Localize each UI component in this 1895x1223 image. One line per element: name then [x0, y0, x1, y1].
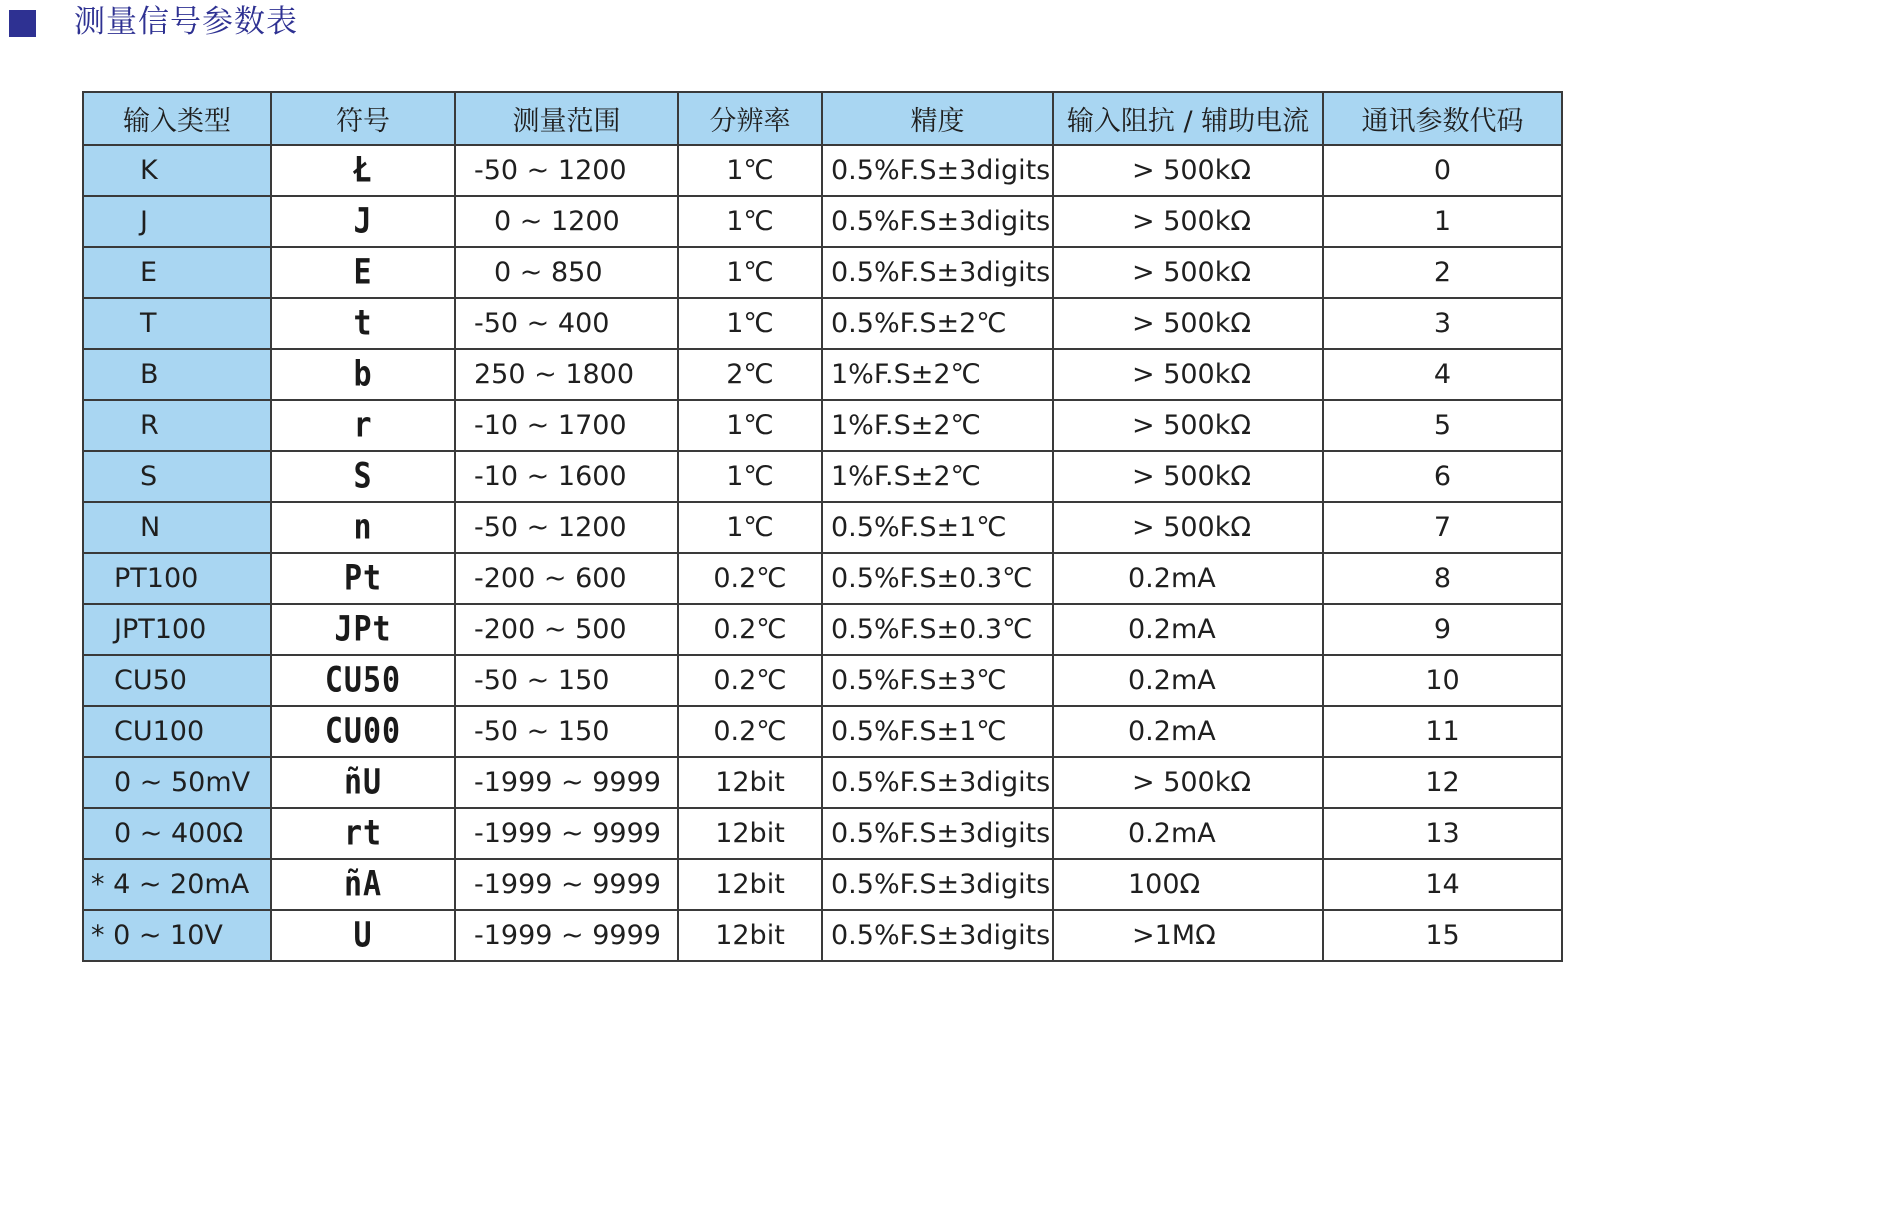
display-symbol-cell — [271, 247, 455, 298]
table-row — [83, 247, 1562, 298]
input-type-cell: S — [83, 451, 271, 502]
range-cell: -200 ~ 500 — [455, 604, 678, 655]
segment-display-symbol: t — [353, 303, 373, 344]
header-input-type: 输入类型 — [83, 92, 271, 145]
display-symbol-cell — [271, 757, 455, 808]
table-row — [83, 655, 1562, 706]
comm-code-cell: 11 — [1323, 706, 1562, 757]
table-row — [83, 502, 1562, 553]
header-impedance: 输入阻抗 / 辅助电流 — [1053, 92, 1323, 145]
range-cell: -1999 ~ 9999 — [455, 757, 678, 808]
resolution-cell: 12bit — [678, 859, 822, 910]
display-symbol-cell — [271, 400, 455, 451]
display-symbol-cell — [271, 706, 455, 757]
table-row — [83, 910, 1562, 961]
resolution-cell: 1℃ — [678, 247, 822, 298]
header-accuracy: 精度 — [822, 92, 1053, 145]
range-cell: -50 ~ 150 — [455, 655, 678, 706]
segment-display-symbol: Ł — [353, 150, 373, 191]
table-row — [83, 196, 1562, 247]
accuracy-cell: 0.5%F.S±1℃ — [822, 706, 1053, 757]
range-cell: 0 ~ 850 — [455, 247, 678, 298]
accuracy-cell: 0.5%F.S±3digits — [822, 247, 1053, 298]
comm-code-cell: 5 — [1323, 400, 1562, 451]
accuracy-cell: 0.5%F.S±3℃ — [822, 655, 1053, 706]
input-type-cell: E — [83, 247, 271, 298]
segment-display-symbol: U — [353, 915, 373, 956]
impedance-cell: 0.2mA — [1053, 706, 1323, 757]
segment-display-symbol: b — [353, 354, 373, 395]
range-cell: -1999 ~ 9999 — [455, 910, 678, 961]
resolution-cell: 0.2℃ — [678, 553, 822, 604]
comm-code-cell: 7 — [1323, 502, 1562, 553]
range-cell: -50 ~ 150 — [455, 706, 678, 757]
segment-display-symbol: JPt — [334, 609, 392, 650]
input-type-cell: T — [83, 298, 271, 349]
impedance-cell: 0.2mA — [1053, 553, 1323, 604]
resolution-cell: 0.2℃ — [678, 604, 822, 655]
comm-code-cell: 13 — [1323, 808, 1562, 859]
segment-display-symbol: r — [353, 405, 373, 446]
impedance-cell: > 500kΩ — [1053, 502, 1323, 553]
header-range: 测量范围 — [455, 92, 678, 145]
impedance-cell: 0.2mA — [1053, 808, 1323, 859]
range-cell: 0 ~ 1200 — [455, 196, 678, 247]
display-symbol-cell — [271, 910, 455, 961]
page-title: 测量信号参数表 — [74, 4, 298, 40]
accuracy-cell: 1%F.S±2℃ — [822, 400, 1053, 451]
input-type-cell: * 4 ~ 20mA — [83, 859, 271, 910]
input-type-cell: J — [83, 196, 271, 247]
segment-display-symbol: E — [353, 252, 373, 293]
accuracy-cell: 0.5%F.S±0.3℃ — [822, 553, 1053, 604]
resolution-cell: 1℃ — [678, 451, 822, 502]
accuracy-cell: 1%F.S±2℃ — [822, 349, 1053, 400]
input-type-cell: R — [83, 400, 271, 451]
parameter-table — [82, 91, 1563, 962]
accuracy-cell: 0.5%F.S±2℃ — [822, 298, 1053, 349]
impedance-cell: > 500kΩ — [1053, 145, 1323, 196]
table-row — [83, 400, 1562, 451]
display-symbol-cell — [271, 349, 455, 400]
display-symbol-cell — [271, 298, 455, 349]
range-cell: -50 ~ 1200 — [455, 502, 678, 553]
comm-code-cell: 15 — [1323, 910, 1562, 961]
title-bullet-icon — [9, 10, 36, 37]
input-type-cell: 0 ~ 400Ω — [83, 808, 271, 859]
impedance-cell: > 500kΩ — [1053, 196, 1323, 247]
input-type-cell: B — [83, 349, 271, 400]
resolution-cell: 1℃ — [678, 400, 822, 451]
display-symbol-cell — [271, 553, 455, 604]
comm-code-cell: 6 — [1323, 451, 1562, 502]
accuracy-cell: 0.5%F.S±3digits — [822, 859, 1053, 910]
segment-display-symbol: CU00 — [324, 711, 402, 752]
impedance-cell: 0.2mA — [1053, 604, 1323, 655]
segment-display-symbol: CU50 — [324, 660, 402, 701]
input-type-cell: 0 ~ 50mV — [83, 757, 271, 808]
table-row — [83, 808, 1562, 859]
impedance-cell: > 500kΩ — [1053, 400, 1323, 451]
display-symbol-cell — [271, 502, 455, 553]
accuracy-cell: 0.5%F.S±1℃ — [822, 502, 1053, 553]
accuracy-cell: 0.5%F.S±3digits — [822, 145, 1053, 196]
header-comm-code: 通讯参数代码 — [1323, 92, 1562, 145]
range-cell: -50 ~ 1200 — [455, 145, 678, 196]
accuracy-cell: 0.5%F.S±3digits — [822, 757, 1053, 808]
table-row — [83, 298, 1562, 349]
impedance-cell: > 500kΩ — [1053, 247, 1323, 298]
impedance-cell: 100Ω — [1053, 859, 1323, 910]
comm-code-cell: 9 — [1323, 604, 1562, 655]
table-row — [83, 349, 1562, 400]
resolution-cell: 12bit — [678, 808, 822, 859]
accuracy-cell: 1%F.S±2℃ — [822, 451, 1053, 502]
resolution-cell: 1℃ — [678, 145, 822, 196]
display-symbol-cell — [271, 859, 455, 910]
display-symbol-cell — [271, 451, 455, 502]
resolution-cell: 1℃ — [678, 298, 822, 349]
comm-code-cell: 12 — [1323, 757, 1562, 808]
input-type-cell: N — [83, 502, 271, 553]
table-row — [83, 757, 1562, 808]
comm-code-cell: 14 — [1323, 859, 1562, 910]
comm-code-cell: 0 — [1323, 145, 1562, 196]
display-symbol-cell — [271, 808, 455, 859]
display-symbol-cell — [271, 196, 455, 247]
accuracy-cell: 0.5%F.S±0.3℃ — [822, 604, 1053, 655]
resolution-cell: 1℃ — [678, 502, 822, 553]
accuracy-cell: 0.5%F.S±3digits — [822, 808, 1053, 859]
table-row — [83, 706, 1562, 757]
comm-code-cell: 2 — [1323, 247, 1562, 298]
impedance-cell: > 500kΩ — [1053, 349, 1323, 400]
segment-display-symbol: J — [353, 201, 373, 242]
table-row — [83, 553, 1562, 604]
comm-code-cell: 8 — [1323, 553, 1562, 604]
header-row — [83, 92, 1562, 145]
range-cell: -10 ~ 1700 — [455, 400, 678, 451]
accuracy-cell: 0.5%F.S±3digits — [822, 910, 1053, 961]
input-type-cell: JPT100 — [83, 604, 271, 655]
resolution-cell: 0.2℃ — [678, 706, 822, 757]
segment-display-symbol: rt — [343, 813, 383, 854]
range-cell: -50 ~ 400 — [455, 298, 678, 349]
impedance-cell: > 500kΩ — [1053, 757, 1323, 808]
segment-display-symbol: ñA — [343, 864, 383, 905]
comm-code-cell: 4 — [1323, 349, 1562, 400]
resolution-cell: 12bit — [678, 910, 822, 961]
accuracy-cell: 0.5%F.S±3digits — [822, 196, 1053, 247]
range-cell: -1999 ~ 9999 — [455, 808, 678, 859]
range-cell: -1999 ~ 9999 — [455, 859, 678, 910]
segment-display-symbol: ñU — [343, 762, 383, 803]
input-type-cell: CU100 — [83, 706, 271, 757]
table-row — [83, 604, 1562, 655]
range-cell: 250 ~ 1800 — [455, 349, 678, 400]
resolution-cell: 0.2℃ — [678, 655, 822, 706]
comm-code-cell: 10 — [1323, 655, 1562, 706]
impedance-cell: > 500kΩ — [1053, 298, 1323, 349]
impedance-cell: >1MΩ — [1053, 910, 1323, 961]
comm-code-cell: 3 — [1323, 298, 1562, 349]
range-cell: -200 ~ 600 — [455, 553, 678, 604]
header-resolution: 分辨率 — [678, 92, 822, 145]
table-row — [83, 859, 1562, 910]
range-cell: -10 ~ 1600 — [455, 451, 678, 502]
input-type-cell: * 0 ~ 10V — [83, 910, 271, 961]
impedance-cell: 0.2mA — [1053, 655, 1323, 706]
comm-code-cell: 1 — [1323, 196, 1562, 247]
resolution-cell: 2℃ — [678, 349, 822, 400]
segment-display-symbol: n — [353, 507, 373, 548]
table-row — [83, 451, 1562, 502]
display-symbol-cell — [271, 655, 455, 706]
resolution-cell: 1℃ — [678, 196, 822, 247]
display-symbol-cell — [271, 604, 455, 655]
header-symbol: 符号 — [271, 92, 455, 145]
display-symbol-cell — [271, 145, 455, 196]
segment-display-symbol: Pt — [343, 558, 383, 599]
input-type-cell: K — [83, 145, 271, 196]
impedance-cell: > 500kΩ — [1053, 451, 1323, 502]
resolution-cell: 12bit — [678, 757, 822, 808]
segment-display-symbol: S — [353, 456, 373, 497]
table-row — [83, 145, 1562, 196]
input-type-cell: CU50 — [83, 655, 271, 706]
input-type-cell: PT100 — [83, 553, 271, 604]
